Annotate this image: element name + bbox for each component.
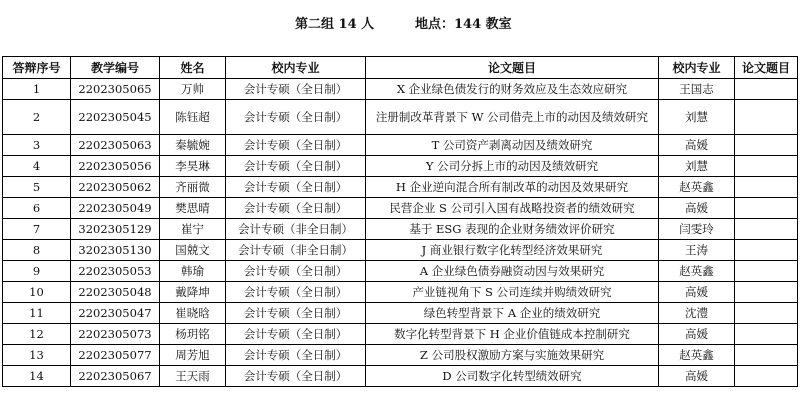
extra-topic-cell xyxy=(735,79,798,100)
advisor-major-cell: 高媛 xyxy=(659,198,735,219)
student-name-cell: 崔宁 xyxy=(160,219,226,240)
extra-topic-cell xyxy=(735,240,798,261)
advisor-major-cell: 高媛 xyxy=(659,324,735,345)
header-cell: 论文题目 xyxy=(366,57,659,79)
advisor-major-cell: 赵英鑫 xyxy=(659,345,735,366)
row-number-cell: 6 xyxy=(3,198,71,219)
row-number-cell: 4 xyxy=(3,156,71,177)
thesis-topic-cell: 产业链视角下 S 公司连续并购绩效研究 xyxy=(366,282,659,303)
student-id-cell: 2202305056 xyxy=(71,156,160,177)
table-row xyxy=(3,219,798,240)
major-cell: 会计专硕（全日制） xyxy=(226,177,366,198)
major-cell: 会计专硕（全日制） xyxy=(226,135,366,156)
extra-topic-cell xyxy=(735,282,798,303)
advisor-major-cell: 闫雯玲 xyxy=(659,219,735,240)
thesis-topic-cell: 基于 ESG 表现的企业财务绩效评价研究 xyxy=(366,219,659,240)
major-cell: 会计专硕（全日制） xyxy=(226,324,366,345)
extra-topic-cell xyxy=(735,219,798,240)
row-number-cell: 7 xyxy=(3,219,71,240)
thesis-topic-cell: T 公司资产剥离动因及绩效研究 xyxy=(366,135,659,156)
student-name-cell: 韩瑜 xyxy=(160,261,226,282)
student-id-cell: 2202305049 xyxy=(71,198,160,219)
extra-topic-cell xyxy=(735,198,798,219)
student-id-cell: 2202305067 xyxy=(71,366,160,387)
student-name-cell: 万帅 xyxy=(160,79,226,100)
advisor-major-cell: 刘慧 xyxy=(659,100,735,135)
extra-topic-cell xyxy=(735,100,798,135)
row-number-cell: 12 xyxy=(3,324,71,345)
student-name-cell: 陈钰超 xyxy=(160,100,226,135)
row-number-cell: 9 xyxy=(3,261,71,282)
table-row xyxy=(3,100,798,135)
major-cell: 会计专硕（全日制） xyxy=(226,345,366,366)
major-cell: 会计专硕（全日制） xyxy=(226,100,366,135)
advisor-major-cell: 高媛 xyxy=(659,135,735,156)
row-number-cell: 10 xyxy=(3,282,71,303)
header-cell: 校内专业 xyxy=(659,57,735,79)
student-id-cell: 2202305053 xyxy=(71,261,160,282)
page-heading xyxy=(0,13,800,33)
major-cell: 会计专硕（全日制） xyxy=(226,79,366,100)
thesis-topic-cell: X 企业绿色债发行的财务效应及生态效应研究 xyxy=(366,79,659,100)
student-name-cell: 樊思晴 xyxy=(160,198,226,219)
advisor-major-cell: 高媛 xyxy=(659,282,735,303)
thesis-topic-cell: 民营企业 S 公司引入国有战略投资者的绩效研究 xyxy=(366,198,659,219)
student-id-cell: 2202305065 xyxy=(71,79,160,100)
student-id-cell: 2202305073 xyxy=(71,324,160,345)
student-id-cell: 3202305129 xyxy=(71,219,160,240)
student-name-cell: 国兢文 xyxy=(160,240,226,261)
row-number-cell: 8 xyxy=(3,240,71,261)
extra-topic-cell xyxy=(735,177,798,198)
advisor-major-cell: 王国志 xyxy=(659,79,735,100)
student-id-cell: 3202305130 xyxy=(71,240,160,261)
advisor-major-cell: 王涛 xyxy=(659,240,735,261)
row-number-cell: 5 xyxy=(3,177,71,198)
table-row xyxy=(3,345,798,366)
table-row xyxy=(3,79,798,100)
extra-topic-cell xyxy=(735,366,798,387)
table-row xyxy=(3,156,798,177)
extra-topic-cell xyxy=(735,261,798,282)
thesis-topic-cell: D 公司数字化转型绩效研究 xyxy=(366,366,659,387)
location-label: 地点：144 教室 xyxy=(415,17,512,32)
thesis-topic-cell: J 商业银行数字化转型经济效果研究 xyxy=(366,240,659,261)
row-number-cell: 3 xyxy=(3,135,71,156)
table-row xyxy=(3,366,798,387)
student-id-cell: 2202305062 xyxy=(71,177,160,198)
advisor-major-cell: 赵英鑫 xyxy=(659,261,735,282)
extra-topic-cell xyxy=(735,156,798,177)
student-id-cell: 2202305048 xyxy=(71,282,160,303)
thesis-topic-cell: A 企业绿色债券融资动因与效果研究 xyxy=(366,261,659,282)
table-row xyxy=(3,240,798,261)
thesis-topic-cell: H 企业逆向混合所有制改革的动因及效果研究 xyxy=(366,177,659,198)
table-row xyxy=(3,324,798,345)
thesis-topic-cell: 绿色转型背景下 A 企业的绩效研究 xyxy=(366,303,659,324)
major-cell: 会计专硕（全日制） xyxy=(226,156,366,177)
major-cell: 会计专硕（全日制） xyxy=(226,198,366,219)
student-id-cell: 2202305063 xyxy=(71,135,160,156)
major-cell: 会计专硕（全日制） xyxy=(226,261,366,282)
major-cell: 会计专硕（全日制） xyxy=(226,303,366,324)
extra-topic-cell xyxy=(735,303,798,324)
header-cell: 教学编号 xyxy=(71,57,160,79)
student-id-cell: 2202305077 xyxy=(71,345,160,366)
thesis-topic-cell: Y 公司分拆上市的动因及绩效研究 xyxy=(366,156,659,177)
student-name-cell: 戴降坤 xyxy=(160,282,226,303)
thesis-topic-cell: 数字化转型背景下 H 企业价值链成本控制研究 xyxy=(366,324,659,345)
group-title: 第二组 14 人 xyxy=(295,17,375,32)
header-cell: 姓名 xyxy=(160,57,226,79)
thesis-topic-cell: 注册制改革背景下 W 公司借壳上市的动因及绩效研究 xyxy=(366,100,659,135)
student-name-cell: 齐丽微 xyxy=(160,177,226,198)
table-row xyxy=(3,261,798,282)
student-name-cell: 王天雨 xyxy=(160,366,226,387)
major-cell: 会计专硕（全日制） xyxy=(226,282,366,303)
student-id-cell: 2202305047 xyxy=(71,303,160,324)
table-row xyxy=(3,135,798,156)
thesis-topic-cell: Z 公司股权激励方案与实施效果研究 xyxy=(366,345,659,366)
advisor-major-cell: 刘慧 xyxy=(659,156,735,177)
extra-topic-cell xyxy=(735,345,798,366)
row-number-cell: 2 xyxy=(3,100,71,135)
advisor-major-cell: 高媛 xyxy=(659,366,735,387)
major-cell: 会计专硕（非全日制） xyxy=(226,219,366,240)
header-cell: 论文题目 xyxy=(735,57,798,79)
table-header-row xyxy=(3,57,798,79)
student-name-cell: 李昊琳 xyxy=(160,156,226,177)
defense-schedule-table xyxy=(2,56,798,387)
advisor-major-cell: 沈澧 xyxy=(659,303,735,324)
header-cell: 答辩序号 xyxy=(3,57,71,79)
major-cell: 会计专硕（非全日制） xyxy=(226,240,366,261)
student-name-cell: 周芳旭 xyxy=(160,345,226,366)
table-row xyxy=(3,303,798,324)
table-row xyxy=(3,198,798,219)
student-name-cell: 崔晓晗 xyxy=(160,303,226,324)
extra-topic-cell xyxy=(735,135,798,156)
advisor-major-cell: 赵英鑫 xyxy=(659,177,735,198)
major-cell: 会计专硕（全日制） xyxy=(226,366,366,387)
student-id-cell: 2202305045 xyxy=(71,100,160,135)
student-name-cell: 秦毓婉 xyxy=(160,135,226,156)
header-cell: 校内专业 xyxy=(226,57,366,79)
row-number-cell: 13 xyxy=(3,345,71,366)
table-row xyxy=(3,177,798,198)
extra-topic-cell xyxy=(735,324,798,345)
row-number-cell: 14 xyxy=(3,366,71,387)
student-name-cell: 杨玥铭 xyxy=(160,324,226,345)
row-number-cell: 1 xyxy=(3,79,71,100)
table-row xyxy=(3,282,798,303)
row-number-cell: 11 xyxy=(3,303,71,324)
